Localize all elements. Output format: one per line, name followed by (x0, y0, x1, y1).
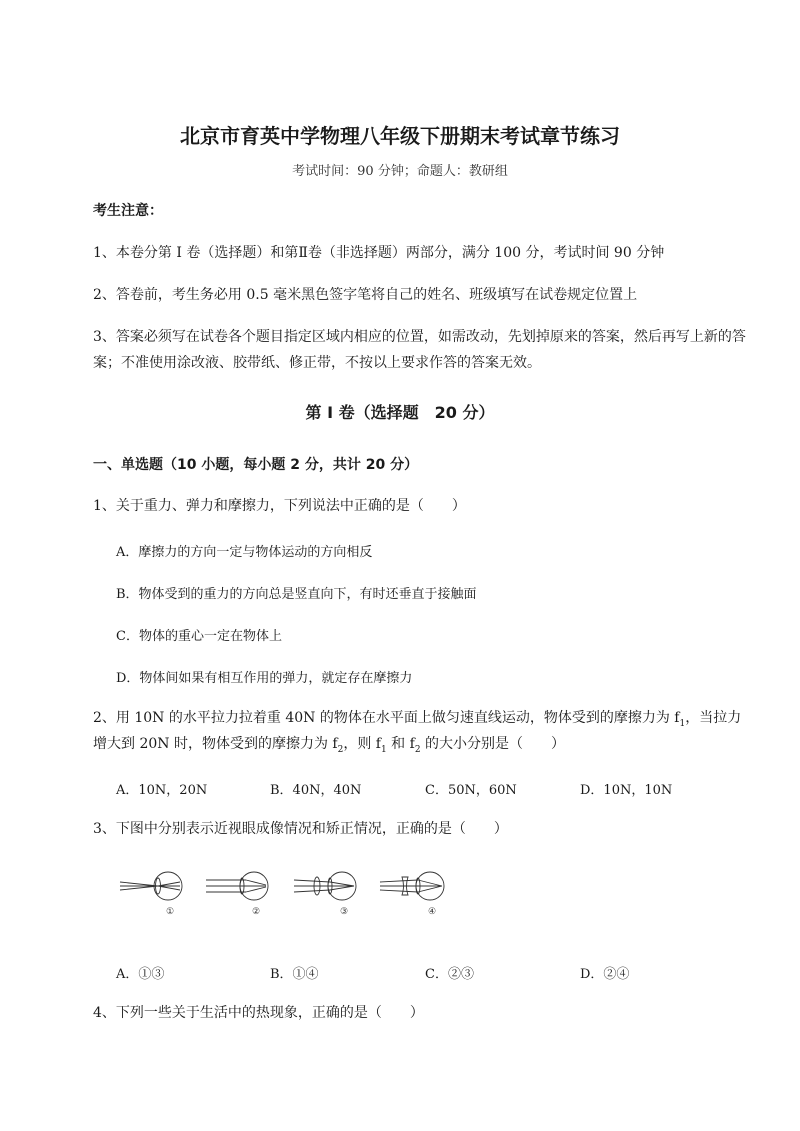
exam-info: 考试时间：90 分钟；命题人：教研组 (292, 164, 508, 179)
question-2-stem-line-2: 增大到 20N 时，物体受到的摩擦力为 $f_2$，则 $f_1$ 和 $f_2$ 的大小分别是（ ） (93, 736, 565, 755)
notice-heading: 考生注意： (93, 203, 163, 219)
question-2-stem-line-1: 2、用 10N 的水平拉力拉着重 40N 的物体在水平面上做匀速直线运动，物体受到的摩擦力为 $f_1$，当拉力 (93, 710, 742, 729)
page-title: 北京市育英中学物理八年级下册期末考试章节练习 (180, 124, 620, 148)
figure-label-1: ① (165, 907, 175, 917)
question-3-stem: 3、下图中分别表示近视眼成像情况和矫正情况，正确的是（ ） (93, 821, 508, 837)
part-heading: 一、单选题（10 小题，每小题 2 分，共计 20 分） (93, 457, 419, 473)
eye-diagram-3 (294, 872, 356, 900)
question-1-option-d: D．物体间如果有相互作用的弹力，就定存在摩擦力 (116, 671, 413, 686)
notice-item-1: 1、本卷分第 I 卷（选择题）和第Ⅱ卷（非选择题）两部分，满分 100 分，考试时间 90 分钟 (93, 245, 665, 261)
eye-diagram-1 (120, 872, 182, 900)
question-2-option-b: B．40N，40N (270, 783, 362, 798)
question-2-option-c: C．50N，60N (425, 783, 517, 798)
question-3-option-d: D．②④ (580, 967, 630, 982)
question-1-option-c: C．物体的重心一定在物体上 (116, 629, 282, 644)
notice-item-2: 2、答卷前，考生务必用 0.5 毫米黑色签字笔将自己的姓名、班级填写在试卷规定位置上 (93, 287, 638, 303)
figure-label-4: ④ (427, 907, 437, 917)
question-3-option-b: B．①④ (270, 967, 319, 982)
question-2-option-a: A．10N，20N (116, 783, 208, 798)
question-2-option-d: D．10N，10N (580, 783, 673, 798)
question-1-stem: 1、关于重力、弹力和摩擦力，下列说法中正确的是（ ） (93, 498, 466, 514)
eye-diagrams-figure (118, 868, 458, 930)
eye-diagram-4 (380, 872, 444, 900)
eye-diagram-2 (206, 872, 268, 900)
question-3-option-c: C．②③ (425, 967, 474, 982)
question-4-stem: 4、下列一些关于生活中的热现象，正确的是（ ） (93, 1005, 424, 1021)
question-1-option-a: A．摩擦力的方向一定与物体运动的方向相反 (116, 545, 373, 560)
question-3-option-a: A．①③ (116, 967, 165, 982)
section-title: 第 I 卷（选择题 20 分） (305, 403, 495, 422)
question-1-option-b: B．物体受到的重力的方向总是竖直向下，有时还垂直于接触面 (116, 587, 477, 602)
notice-item-3: 3、答案必须写在试卷各个题目指定区域内相应的位置，如需改动，先划掉原来的答案，然后再写上新的答案；不准使用涂改液、胶带纸、修正带，不按以上要求作答的答案无效。 (93, 329, 746, 371)
figure-label-3: ③ (339, 907, 349, 917)
figure-label-2: ② (251, 907, 261, 917)
